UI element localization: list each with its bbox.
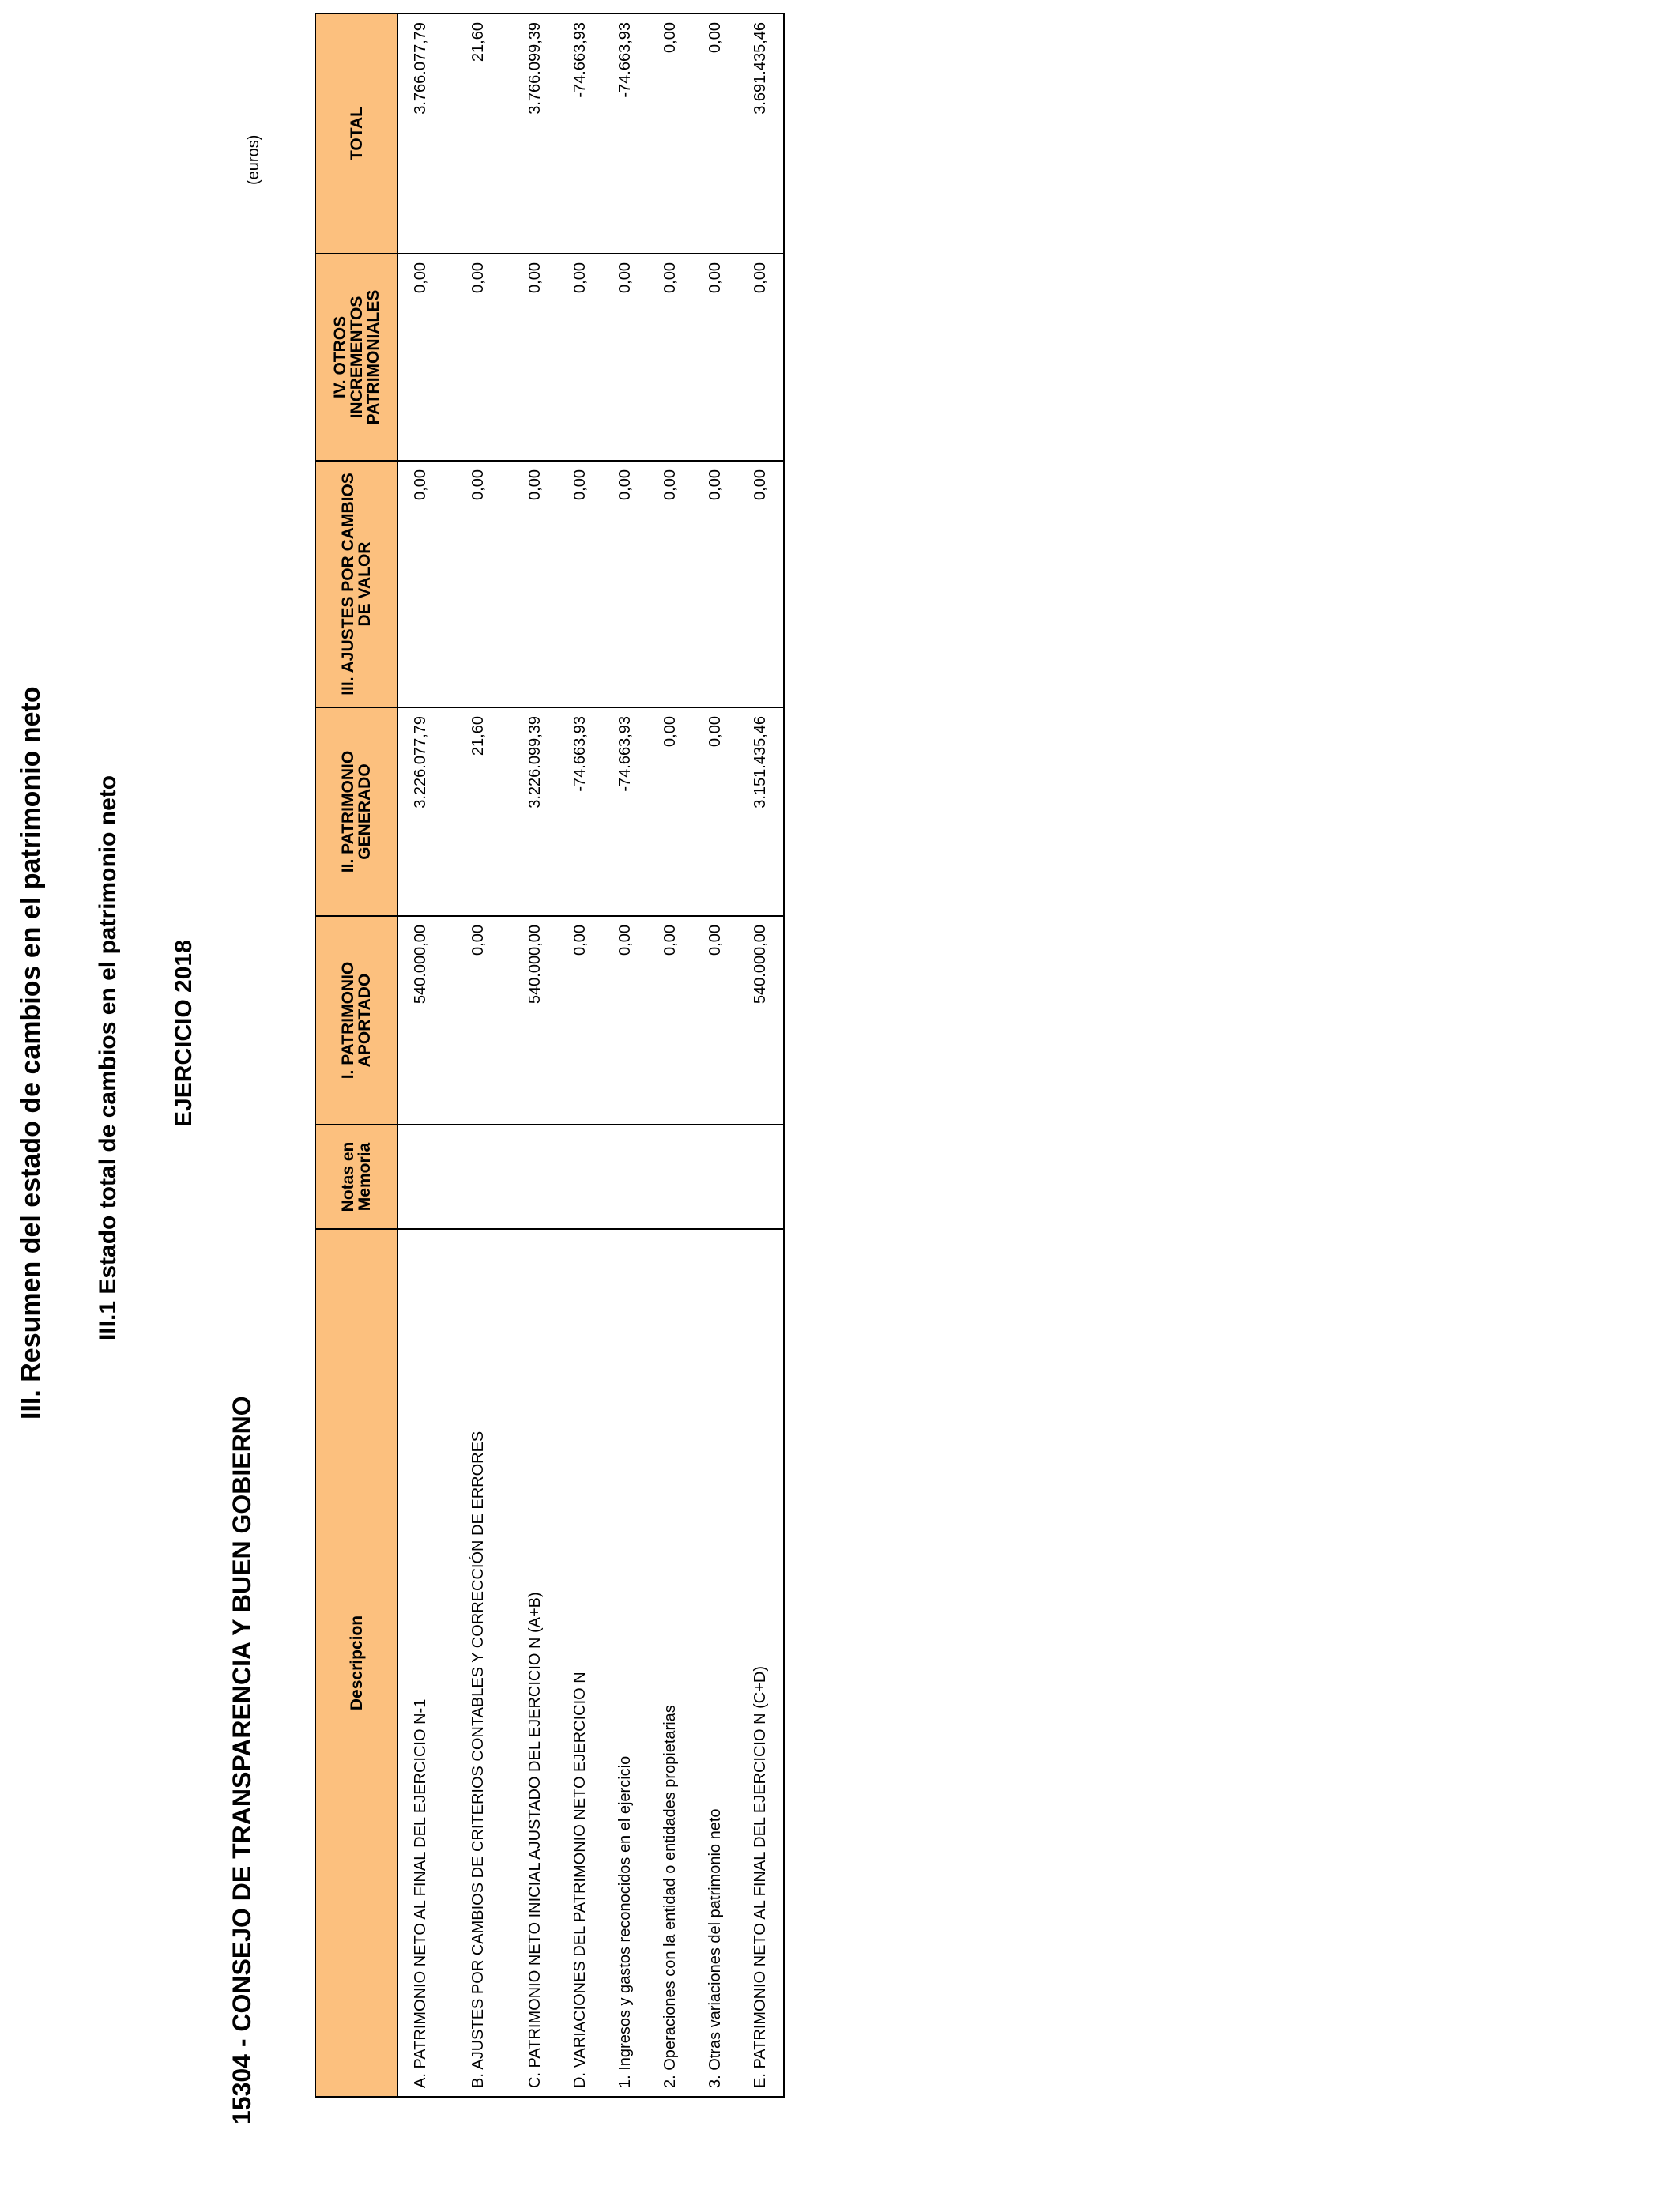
- cell-total: 3.691.435,46: [738, 13, 784, 254]
- cell-otros-incrementos: 0,00: [443, 254, 513, 461]
- cell-ajustes-valor: 0,00: [443, 461, 513, 707]
- cell-description: E. PATRIMONIO NETO AL FINAL DEL EJERCICIO N (C+D): [738, 1229, 784, 2097]
- cell-otros-incrementos: 0,00: [648, 254, 693, 461]
- cell-ajustes-valor: 0,00: [558, 461, 603, 707]
- cell-otros-incrementos: 0,00: [513, 254, 558, 461]
- header-ajustes-valor: III. AJUSTES POR CAMBIOS DE VALOR: [315, 461, 397, 707]
- equity-changes-table: [315, 13, 785, 2098]
- cell-notes: [603, 1125, 648, 1229]
- cell-otros-incrementos: 0,00: [558, 254, 603, 461]
- table-row: [397, 13, 443, 2097]
- cell-description: D. VARIACIONES DEL PATRIMONIO NETO EJERCICIO N: [558, 1229, 603, 2097]
- table-row: [648, 13, 693, 2097]
- cell-description: B. AJUSTES POR CAMBIOS DE CRITERIOS CONTABLES Y CORRECCIÓN DE ERRORES: [443, 1229, 513, 2097]
- cell-ajustes-valor: 0,00: [513, 461, 558, 707]
- cell-description: C. PATRIMONIO NETO INICIAL AJUSTADO DEL EJERCICIO N (A+B): [513, 1229, 558, 2097]
- cell-notes: [648, 1125, 693, 1229]
- cell-otros-incrementos: 0,00: [603, 254, 648, 461]
- cell-patrimonio-aportado: 0,00: [603, 916, 648, 1125]
- cell-patrimonio-aportado: 540.000,00: [738, 916, 784, 1125]
- year-heading: EJERCICIO 2018: [171, 940, 197, 1127]
- cell-ajustes-valor: 0,00: [648, 461, 693, 707]
- cell-total: 0,00: [693, 13, 738, 254]
- cell-total: 3.766.099,39: [513, 13, 558, 254]
- cell-ajustes-valor: 0,00: [397, 461, 443, 707]
- cell-total: -74.663,93: [558, 13, 603, 254]
- cell-ajustes-valor: 0,00: [693, 461, 738, 707]
- cell-patrimonio-generado: 0,00: [648, 707, 693, 916]
- cell-patrimonio-generado: 3.151.435,46: [738, 707, 784, 916]
- cell-notes: [558, 1125, 603, 1229]
- cell-total: -74.663,93: [603, 13, 648, 254]
- cell-patrimonio-aportado: 540.000,00: [397, 916, 443, 1125]
- header-otros-incrementos: IV. OTROS INCREMENTOS PATRIMONIALES: [315, 254, 397, 461]
- cell-otros-incrementos: 0,00: [693, 254, 738, 461]
- cell-notes: [443, 1125, 513, 1229]
- units-label: (euros): [245, 134, 262, 185]
- cell-ajustes-valor: 0,00: [603, 461, 648, 707]
- cell-total: 3.766.077,79: [397, 13, 443, 254]
- cell-notes: [513, 1125, 558, 1229]
- table-row: [603, 13, 648, 2097]
- entity-name: 15304 - CONSEJO DE TRANSPARENCIA Y BUEN GOBIERNO: [228, 1396, 256, 2124]
- cell-description: 3. Otras variaciones del patrimonio neto: [693, 1229, 738, 2097]
- table-row: [693, 13, 738, 2097]
- cell-patrimonio-aportado: 0,00: [693, 916, 738, 1125]
- cell-patrimonio-generado: -74.663,93: [603, 707, 648, 916]
- table-row: [558, 13, 603, 2097]
- cell-total: 21,60: [443, 13, 513, 254]
- cell-notes: [738, 1125, 784, 1229]
- header-notes: Notas en Memoria: [315, 1125, 397, 1229]
- cell-patrimonio-generado: 21,60: [443, 707, 513, 916]
- table-header-row: [315, 13, 397, 2097]
- header-description: Descripcion: [315, 1229, 397, 2097]
- cell-patrimonio-aportado: 540.000,00: [513, 916, 558, 1125]
- header-patrimonio-aportado: I. PATRIMONIO APORTADO: [315, 916, 397, 1125]
- cell-patrimonio-aportado: 0,00: [558, 916, 603, 1125]
- cell-patrimonio-generado: -74.663,93: [558, 707, 603, 916]
- table-row: [443, 13, 513, 2097]
- header-total: TOTAL: [315, 13, 397, 254]
- main-title: III. Resumen del estado de cambios en el patrimonio neto: [16, 686, 46, 1419]
- cell-notes: [693, 1125, 738, 1229]
- cell-description: 2. Operaciones con la entidad o entidades propietarias: [648, 1229, 693, 2097]
- cell-patrimonio-aportado: 0,00: [443, 916, 513, 1125]
- cell-patrimonio-generado: 3.226.099,39: [513, 707, 558, 916]
- cell-otros-incrementos: 0,00: [738, 254, 784, 461]
- cell-notes: [397, 1125, 443, 1229]
- cell-ajustes-valor: 0,00: [738, 461, 784, 707]
- header-patrimonio-generado: II. PATRIMONIO GENERADO: [315, 707, 397, 916]
- table-row: [513, 13, 558, 2097]
- cell-patrimonio-aportado: 0,00: [648, 916, 693, 1125]
- subtitle: III.1 Estado total de cambios en el patrimonio neto: [95, 775, 121, 1340]
- cell-description: A. PATRIMONIO NETO AL FINAL DEL EJERCICIO N-1: [397, 1229, 443, 2097]
- cell-patrimonio-generado: 0,00: [693, 707, 738, 916]
- cell-otros-incrementos: 0,00: [397, 254, 443, 461]
- cell-patrimonio-generado: 3.226.077,79: [397, 707, 443, 916]
- cell-description: 1. Ingresos y gastos reconocidos en el ejercicio: [603, 1229, 648, 2097]
- table-row: [738, 13, 784, 2097]
- cell-total: 0,00: [648, 13, 693, 254]
